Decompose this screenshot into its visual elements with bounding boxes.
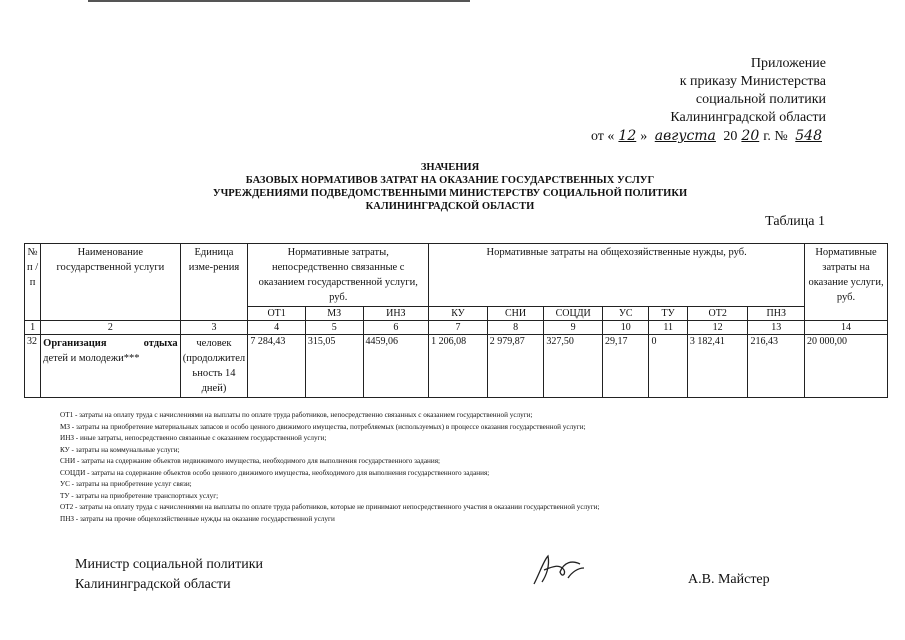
legend-item: УС - затраты на приобретение услуг связи; [60, 480, 192, 488]
handwritten-signature [528, 552, 588, 593]
col-number: 13 [748, 321, 805, 335]
subheader-mz: МЗ [305, 307, 363, 321]
row-pnz: 216,43 [748, 335, 805, 398]
legend-item: ТУ - затраты на приобретение транспортных услуг; [60, 491, 219, 500]
subheader-inz: ИНЗ [363, 307, 429, 321]
header-total: Нормативные затраты на оказание услуги, руб. [805, 244, 888, 321]
subheader-ot2: ОТ2 [687, 307, 748, 321]
col-number: 8 [487, 321, 544, 335]
signatory-position [75, 555, 263, 595]
appendix-line-4: Калининградской области [670, 110, 826, 125]
subheader-sni: СНИ [487, 307, 544, 321]
legend-item: ПНЗ - затраты на прочие общехозяйственные нужды на оказание государственной услуги [60, 514, 335, 523]
order-number: 548 [795, 128, 822, 144]
header-num: № п /п [25, 244, 41, 321]
appendix-line-2: к приказу Министерства [679, 74, 826, 89]
col-number: 6 [363, 321, 429, 335]
subheader-socdi: СОЦДИ [544, 307, 603, 321]
col-number: 12 [687, 321, 748, 335]
subheader-ot1: ОТ1 [248, 307, 306, 321]
row-ku: 1 206,08 [429, 335, 488, 398]
order-month: августа [654, 128, 716, 144]
position-line-1: Министр социальной политики [75, 557, 264, 572]
header-direct-costs: Нормативные затраты, непосредственно связанные с оказанием государственной услуги, руб. [248, 244, 429, 307]
abbreviation-legend [60, 410, 600, 525]
row-number: 32 [25, 335, 41, 398]
table-label: Таблица 1 [765, 214, 825, 229]
legend-item: СНИ - затраты на содержание объектов недвижимого имущества, необходимого для выполнения государственного задания; [60, 457, 441, 465]
document-title [140, 161, 760, 213]
appendix-line-3: социальной политики [695, 92, 826, 107]
col-number: 5 [305, 321, 363, 335]
legend-item: СОЦДИ - затраты на содержание объектов особо ценного движимого имущества, необходимого для выполнения государственного задания; [60, 468, 490, 477]
row-total: 20 000,00 [805, 335, 888, 398]
order-date-line: от « 12 » августа 20 20 г. № 548 [591, 127, 826, 146]
legend-item: ОТ1 - затраты на оплату труда с начислениями на выплаты по оплате труда работников, непосредственно связанных с оказанием государственной услуги; [60, 411, 533, 419]
appendix-line-1: Приложение [750, 56, 826, 71]
row-mz: 315,05 [305, 335, 363, 398]
legend-item: ОТ2 - затраты на оплату труда с начислениями на выплаты по оплате труда работников, которые не принимают непосредственного участия в оказании государственной услуги; [60, 503, 600, 511]
top-border-line [88, 0, 470, 2]
row-tu: 0 [649, 335, 687, 398]
row-sni: 2 979,87 [487, 335, 544, 398]
row-inz: 4459,06 [363, 335, 429, 398]
title-line-3: УЧРЕЖДЕНИЯМИ ПОДВЕДОМСТВЕННЫМИ МИНИСТЕРСТВУ СОЦИАЛЬНОЙ ПОЛИТИКИ [212, 188, 688, 199]
row-ot1: 7 284,43 [248, 335, 306, 398]
col-number: 9 [544, 321, 603, 335]
appendix-header [591, 55, 826, 146]
subheader-ku: КУ [429, 307, 488, 321]
table-row [25, 335, 888, 398]
subheader-us: УС [602, 307, 648, 321]
title-line-1: ЗНАЧЕНИЯ [420, 162, 480, 173]
col-number: 4 [248, 321, 306, 335]
norms-table [24, 243, 888, 398]
header-unit: Единица изме-рения [180, 244, 248, 321]
row-ot2: 3 182,41 [687, 335, 748, 398]
row-socdi: 327,50 [544, 335, 603, 398]
col-number: 11 [649, 321, 687, 335]
order-year: 20 [741, 128, 760, 144]
col-number: 7 [429, 321, 488, 335]
signatory-name: А.В. Майстер [688, 572, 770, 587]
row-unit: человек (продолжительность 14 дней) [180, 335, 248, 398]
col-number: 2 [41, 321, 180, 335]
row-us: 29,17 [602, 335, 648, 398]
row-service-name [41, 335, 180, 398]
col-number: 3 [180, 321, 248, 335]
position-line-2: Калининградской области [75, 577, 231, 592]
subheader-tu: ТУ [649, 307, 687, 321]
title-line-4: КАЛИНИНГРАДСКОЙ ОБЛАСТИ [365, 201, 535, 212]
header-general-costs: Нормативные затраты на общехозяйственные нужды, руб. [429, 244, 805, 307]
legend-item: МЗ - затраты на приобретение материальных запасов и особо ценного движимого имущества, потребляемых (используемых) в процессе оказания государственной услуги; [60, 422, 586, 431]
col-number: 1 [25, 321, 41, 335]
legend-item: КУ - затраты на коммунальные услуги; [60, 445, 180, 454]
subheader-pnz: ПНЗ [748, 307, 805, 321]
legend-item: ИНЗ - иные затраты, непосредственно связанные с оказанием государственной услуги; [60, 434, 327, 442]
col-number: 14 [805, 321, 888, 335]
order-day: 12 [618, 128, 637, 144]
header-name: Наименование государственной услуги [41, 244, 180, 321]
title-line-2: БАЗОВЫХ НОРМАТИВОВ ЗАТРАТ НА ОКАЗАНИЕ ГОСУДАРСТВЕННЫХ УСЛУГ [245, 175, 655, 186]
col-number: 10 [602, 321, 648, 335]
column-number-row [25, 321, 888, 335]
row-service-name-rest: детей и молодежи*** [43, 353, 140, 364]
row-service-name-bold: Организация отдыха [43, 338, 178, 349]
